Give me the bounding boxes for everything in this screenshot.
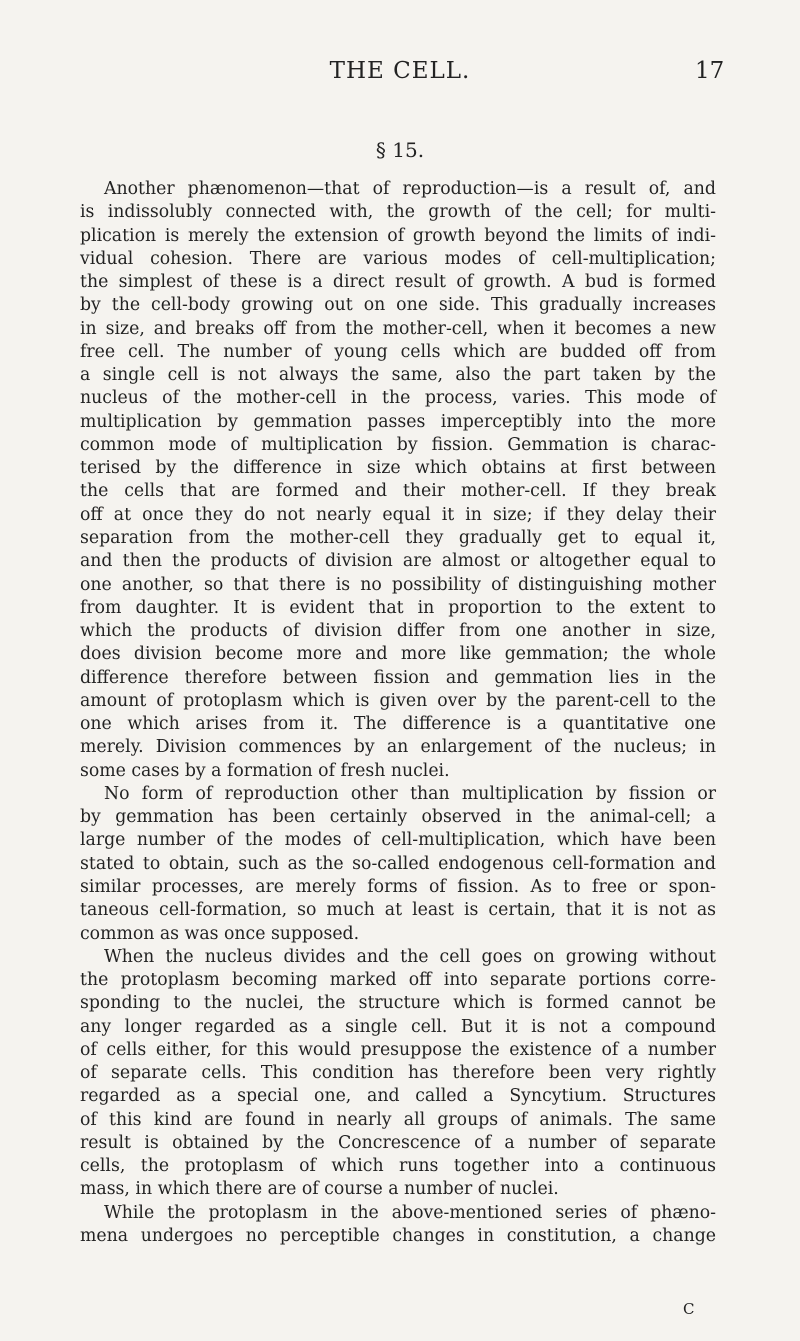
text-line: free cell. The number of young cells which are budded off from: [80, 341, 716, 362]
text-line: While the protoplasm in the above-mentioned series of phæno-: [104, 1202, 716, 1223]
text-line: plication is merely the extension of growth beyond the limits of indi-: [80, 225, 716, 246]
body-text: [80, 178, 716, 1248]
text-line: common mode of multiplication by fission. Gemmation is charac-: [80, 434, 716, 455]
text-line: amount of protoplasm which is given over by the parent-cell to the: [80, 690, 716, 711]
text-line: result is obtained by the Concrescence of a number of separate: [80, 1132, 716, 1153]
text-line: vidual cohesion. There are various modes of cell-multiplication;: [80, 248, 716, 269]
text-line: off at once they do not nearly equal it in size; if they delay their: [80, 504, 716, 525]
section-heading: § 15.: [375, 138, 425, 162]
text-line: When the nucleus divides and the cell goes on growing without: [104, 946, 716, 967]
text-line: stated to obtain, such as the so-called endogenous cell-formation and: [80, 853, 716, 874]
text-line: from daughter. It is evident that in proportion to the extent to: [80, 597, 716, 618]
text-line: multiplication by gemmation passes imperceptibly into the more: [80, 411, 716, 432]
text-line: in size, and breaks off from the mother-cell, when it becomes a new: [80, 318, 716, 339]
text-line: No form of reproduction other than multiplication by fission or: [104, 783, 716, 804]
text-line: any longer regarded as a single cell. But it is not a compound: [80, 1016, 716, 1037]
text-line: mass, in which there are of course a number of nuclei.: [80, 1179, 559, 1200]
text-line: Another phænomenon—that of reproduction—is a result of, and: [104, 179, 716, 199]
text-line: and then the products of division are almost or altogether equal to: [80, 551, 716, 572]
text-line: cells, the protoplasm of which runs together into a continuous: [80, 1156, 716, 1177]
text-line: one which arises from it. The difference is a quantitative one: [80, 714, 716, 735]
page-number: 17: [695, 58, 725, 84]
text-line: merely. Division commences by an enlargement of the nucleus; in: [80, 737, 716, 758]
text-line: taneous cell-formation, so much at least is certain, that it is not as: [80, 900, 716, 921]
text-line: the cells that are formed and their mother-cell. If they break: [80, 481, 716, 502]
text-line: sponding to the nuclei, the structure which is formed cannot be: [80, 993, 716, 1014]
text-line: some cases by a formation of fresh nuclei.: [80, 760, 450, 781]
signature-mark: C: [683, 1300, 695, 1318]
text-line: which the products of division differ from one another in size,: [80, 621, 716, 642]
text-line: by the cell-body growing out on one side. This gradually increases: [80, 295, 716, 316]
text-line: of this kind are found in nearly all groups of animals. The same: [80, 1109, 716, 1130]
text-line: mena undergoes no perceptible changes in constitution, a change: [80, 1225, 716, 1246]
text-line: separation from the mother-cell they gradually get to equal it,: [80, 527, 716, 548]
text-line: of separate cells. This condition has therefore been very rightly: [80, 1063, 716, 1084]
text-line: difference therefore between fission and gemmation lies in the: [80, 667, 716, 688]
text-line: one another, so that there is no possibility of distinguishing mother: [80, 574, 716, 595]
text-line: the simplest of these is a direct result of growth. A bud is formed: [80, 272, 716, 293]
text-line: large number of the modes of cell-multiplication, which have been: [80, 830, 716, 851]
text-line: regarded as a special one, and called a Syncytium. Structures: [80, 1086, 716, 1107]
text-line: the protoplasm becoming marked off into separate portions corre-: [80, 970, 716, 991]
text-line: common as was once supposed.: [80, 923, 360, 944]
text-line: does division become more and more like gemmation; the whole: [80, 644, 716, 665]
text-line: of cells either, for this would presuppose the existence of a number: [80, 1039, 716, 1060]
running-title: THE CELL.: [329, 58, 471, 84]
text-line: is indissolubly connected with, the growth of the cell; for multi-: [80, 202, 716, 223]
text-line: similar processes, are merely forms of fission. As to free or spon-: [80, 876, 716, 897]
text-line: by gemmation has been certainly observed in the animal-cell; a: [80, 807, 716, 828]
text-line: terised by the difference in size which obtains at first between: [80, 458, 716, 479]
text-line: a single cell is not always the same, also the part taken by the: [80, 365, 716, 386]
text-line: nucleus of the mother-cell in the process, varies. This mode of: [80, 388, 716, 409]
